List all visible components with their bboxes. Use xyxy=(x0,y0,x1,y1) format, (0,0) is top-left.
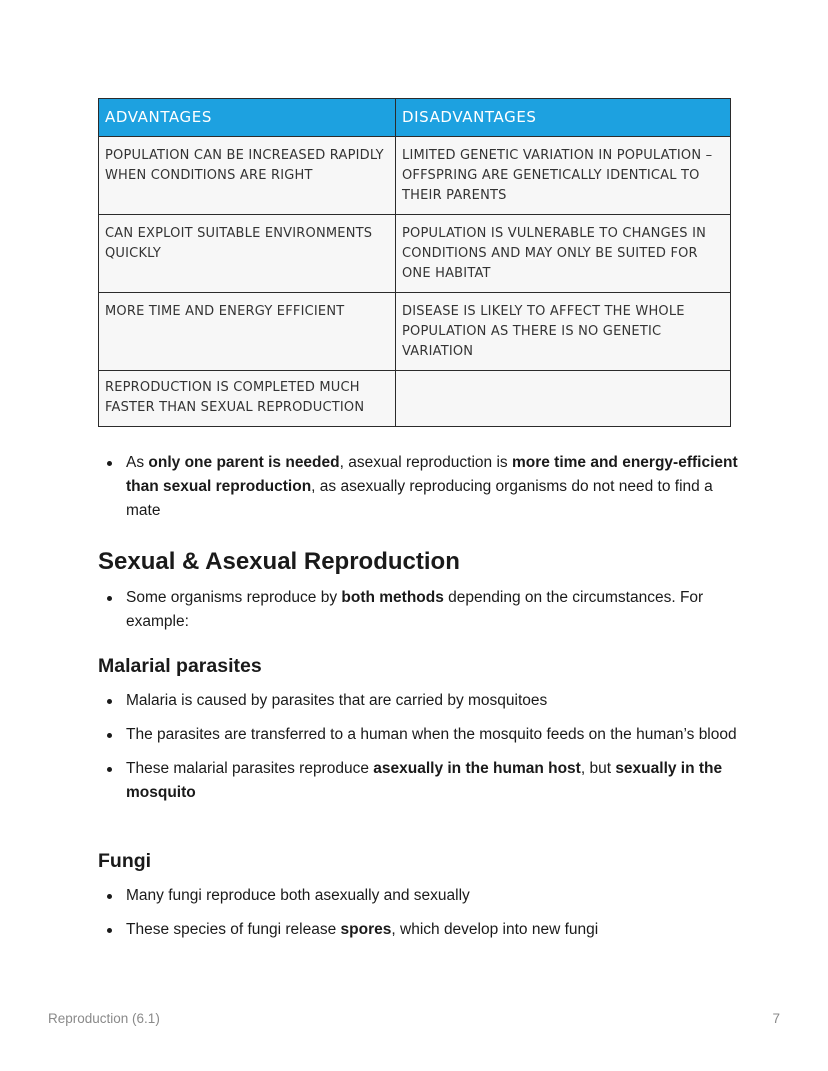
advantage-cell: POPULATION CAN BE INCREASED RAPIDLY WHEN CONDITIONS ARE RIGHT xyxy=(99,137,396,215)
text-run: , which develop into new fungi xyxy=(391,921,599,938)
list-item: The parasites are transferred to a human when the mosquito feeds on the human’s blood xyxy=(98,723,738,747)
section-bullets xyxy=(98,586,738,634)
footer-title: Reproduction (6.1) xyxy=(48,1011,160,1026)
malaria-section xyxy=(98,653,738,679)
table-row xyxy=(99,371,731,427)
malaria-bullets xyxy=(98,689,738,805)
text-run: , but xyxy=(580,760,616,777)
disadvantage-cell: DISEASE IS LIKELY TO AFFECT THE WHOLE POPULATION AS THERE IS NO GENETIC VARIATION xyxy=(396,293,731,371)
bold-text: spores xyxy=(340,921,392,938)
header-advantages: ADVANTAGES xyxy=(99,99,396,137)
bold-text: only one parent is needed xyxy=(148,454,340,471)
text-run: These malarial parasites reproduce xyxy=(126,760,374,777)
table-row xyxy=(99,215,731,293)
page-number: 7 xyxy=(772,1011,780,1026)
list-item: Many fungi reproduce both asexually and sexually xyxy=(98,884,738,908)
section-sexual-asexual xyxy=(98,547,738,577)
text-run: As xyxy=(126,454,149,471)
table-row xyxy=(99,293,731,371)
header-disadvantages: DISADVANTAGES xyxy=(396,99,731,137)
table-row xyxy=(99,137,731,215)
advantage-cell: CAN EXPLOIT SUITABLE ENVIRONMENTS QUICKLY xyxy=(99,215,396,293)
list-item xyxy=(98,918,738,942)
disadvantage-cell: LIMITED GENETIC VARIATION IN POPULATION – OFFSPRING ARE GENETICALLY IDENTICAL TO THEIR PARENTS xyxy=(396,137,731,215)
bold-text: asexually in the human host xyxy=(373,760,581,777)
list-item: Malaria is caused by parasites that are carried by mosquitoes xyxy=(98,689,738,713)
text-run: , as asexually reproducing organisms do not need to find a mate xyxy=(126,478,713,519)
text-run: , asexual reproduction is xyxy=(339,454,512,471)
fungi-section xyxy=(98,848,738,874)
subheading-fungi: Fungi xyxy=(98,850,152,872)
subheading-malaria: Malarial parasites xyxy=(98,655,262,677)
list-item xyxy=(98,586,738,634)
list-item xyxy=(98,757,738,805)
intro-bullets xyxy=(98,451,738,523)
advantage-cell: MORE TIME AND ENERGY EFFICIENT xyxy=(99,293,396,371)
section-heading: Sexual & Asexual Reproduction xyxy=(98,548,460,575)
bold-text: sexually in the mosquito xyxy=(126,760,723,801)
disadvantage-cell: POPULATION IS VULNERABLE TO CHANGES IN CONDITIONS AND MAY ONLY BE SUITED FOR ONE HABITAT xyxy=(396,215,731,293)
advantages-disadvantages-table xyxy=(98,98,731,427)
text-run: depending on the circumstances. For example: xyxy=(126,589,704,630)
bold-text: more time and energy-efficient than sexual reproduction xyxy=(126,454,738,495)
fungi-bullets xyxy=(98,884,738,942)
list-item xyxy=(98,451,738,523)
table-header-row xyxy=(99,99,731,137)
advantage-cell: REPRODUCTION IS COMPLETED MUCH FASTER THAN SEXUAL REPRODUCTION xyxy=(99,371,396,427)
text-run: These species of fungi release xyxy=(126,921,341,938)
bold-text: both methods xyxy=(341,589,444,606)
text-run: Some organisms reproduce by xyxy=(126,589,342,606)
disadvantage-cell-empty xyxy=(396,371,731,427)
